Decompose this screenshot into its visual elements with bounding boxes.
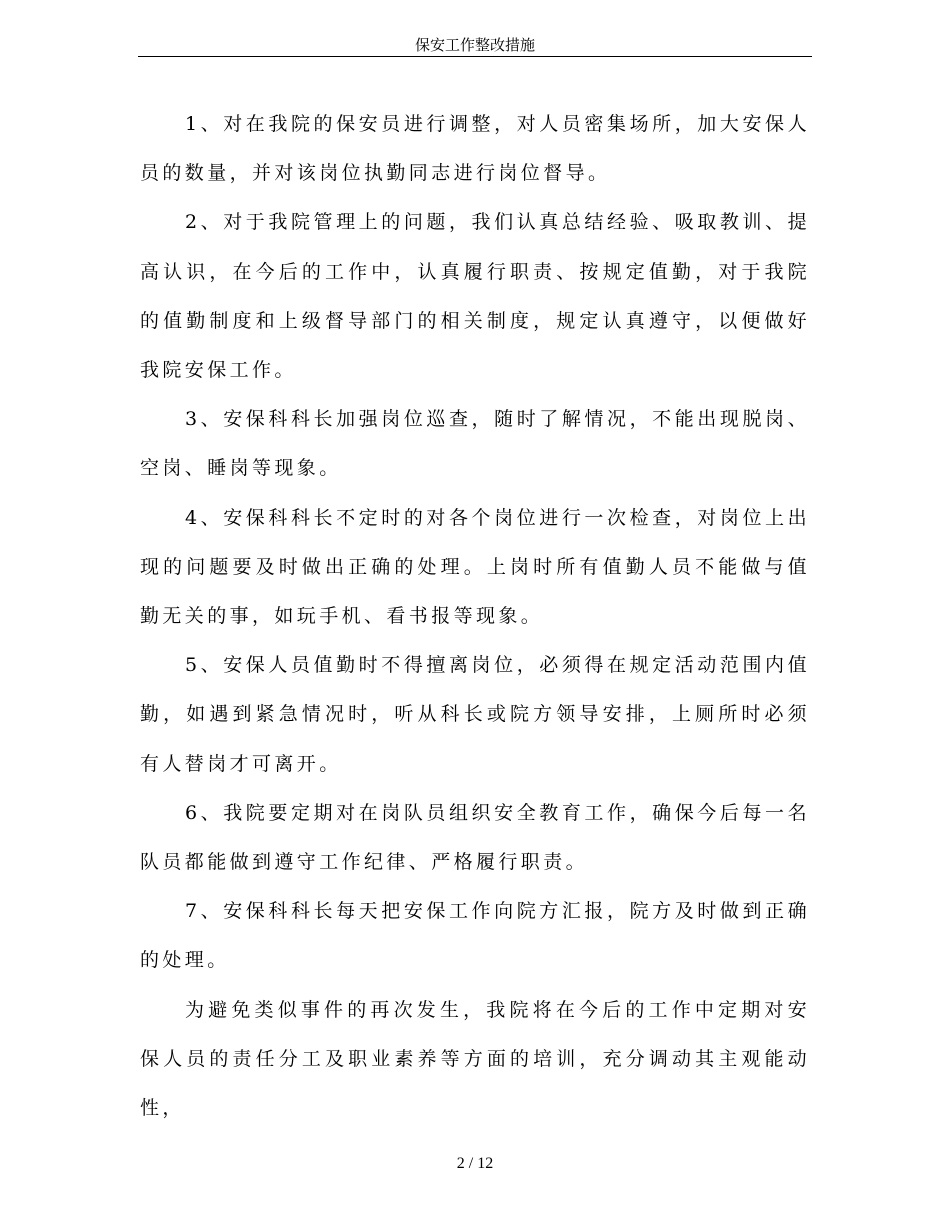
document-body xyxy=(140,100,810,1133)
page-header-title: 保安工作整改措施 xyxy=(414,36,535,54)
page-number: 2 / 12 xyxy=(456,1155,494,1172)
header-divider xyxy=(138,56,812,57)
paragraph-item-1: 1、对在我院的保安员进行调整，对人员密集场所，加大安保人员的数量，并对该岗位执勤同志进行岗位督导。 xyxy=(140,113,810,185)
paragraph-item-2: 2、对于我院管理上的问题，我们认真总结经验、吸取教训、提高认识，在今后的工作中，认真履行职责、按规定值勤，对于我院的值勤制度和上级督导部门的相关制度，规定认真遵守，以便做好我院安保工作。 xyxy=(140,211,810,382)
paragraph-conclusion: 为避免类似事件的再次发生，我院将在今后的工作中定期对安保人员的责任分工及职业素养等方面的培训，充分调动其主观能动性， xyxy=(140,998,810,1120)
paragraph-item-4: 4、安保科科长不定时的对各个岗位进行一次检查，对岗位上出现的问题要及时做出正确的处理。上岗时所有值勤人员不能做与值勤无关的事，如玩手机、看书报等现象。 xyxy=(140,506,810,628)
paragraph-item-3: 3、安保科科长加强岗位巡查，随时了解情况，不能出现脱岗、空岗、睡岗等现象。 xyxy=(140,408,810,480)
paragraph-item-5: 5、安保人员值勤时不得擅离岗位，必须得在规定活动范围内值勤，如遇到紧急情况时，听从科长或院方领导安排，上厕所时必须有人替岗才可离开。 xyxy=(140,654,810,775)
paragraph-item-6: 6、我院要定期对在岗队员组织安全教育工作，确保今后每一名队员都能做到遵守工作纪律、严格履行职责。 xyxy=(140,801,810,874)
paragraph-item-7: 7、安保科科长每天把安保工作向院方汇报，院方及时做到正确的处理。 xyxy=(140,900,810,972)
